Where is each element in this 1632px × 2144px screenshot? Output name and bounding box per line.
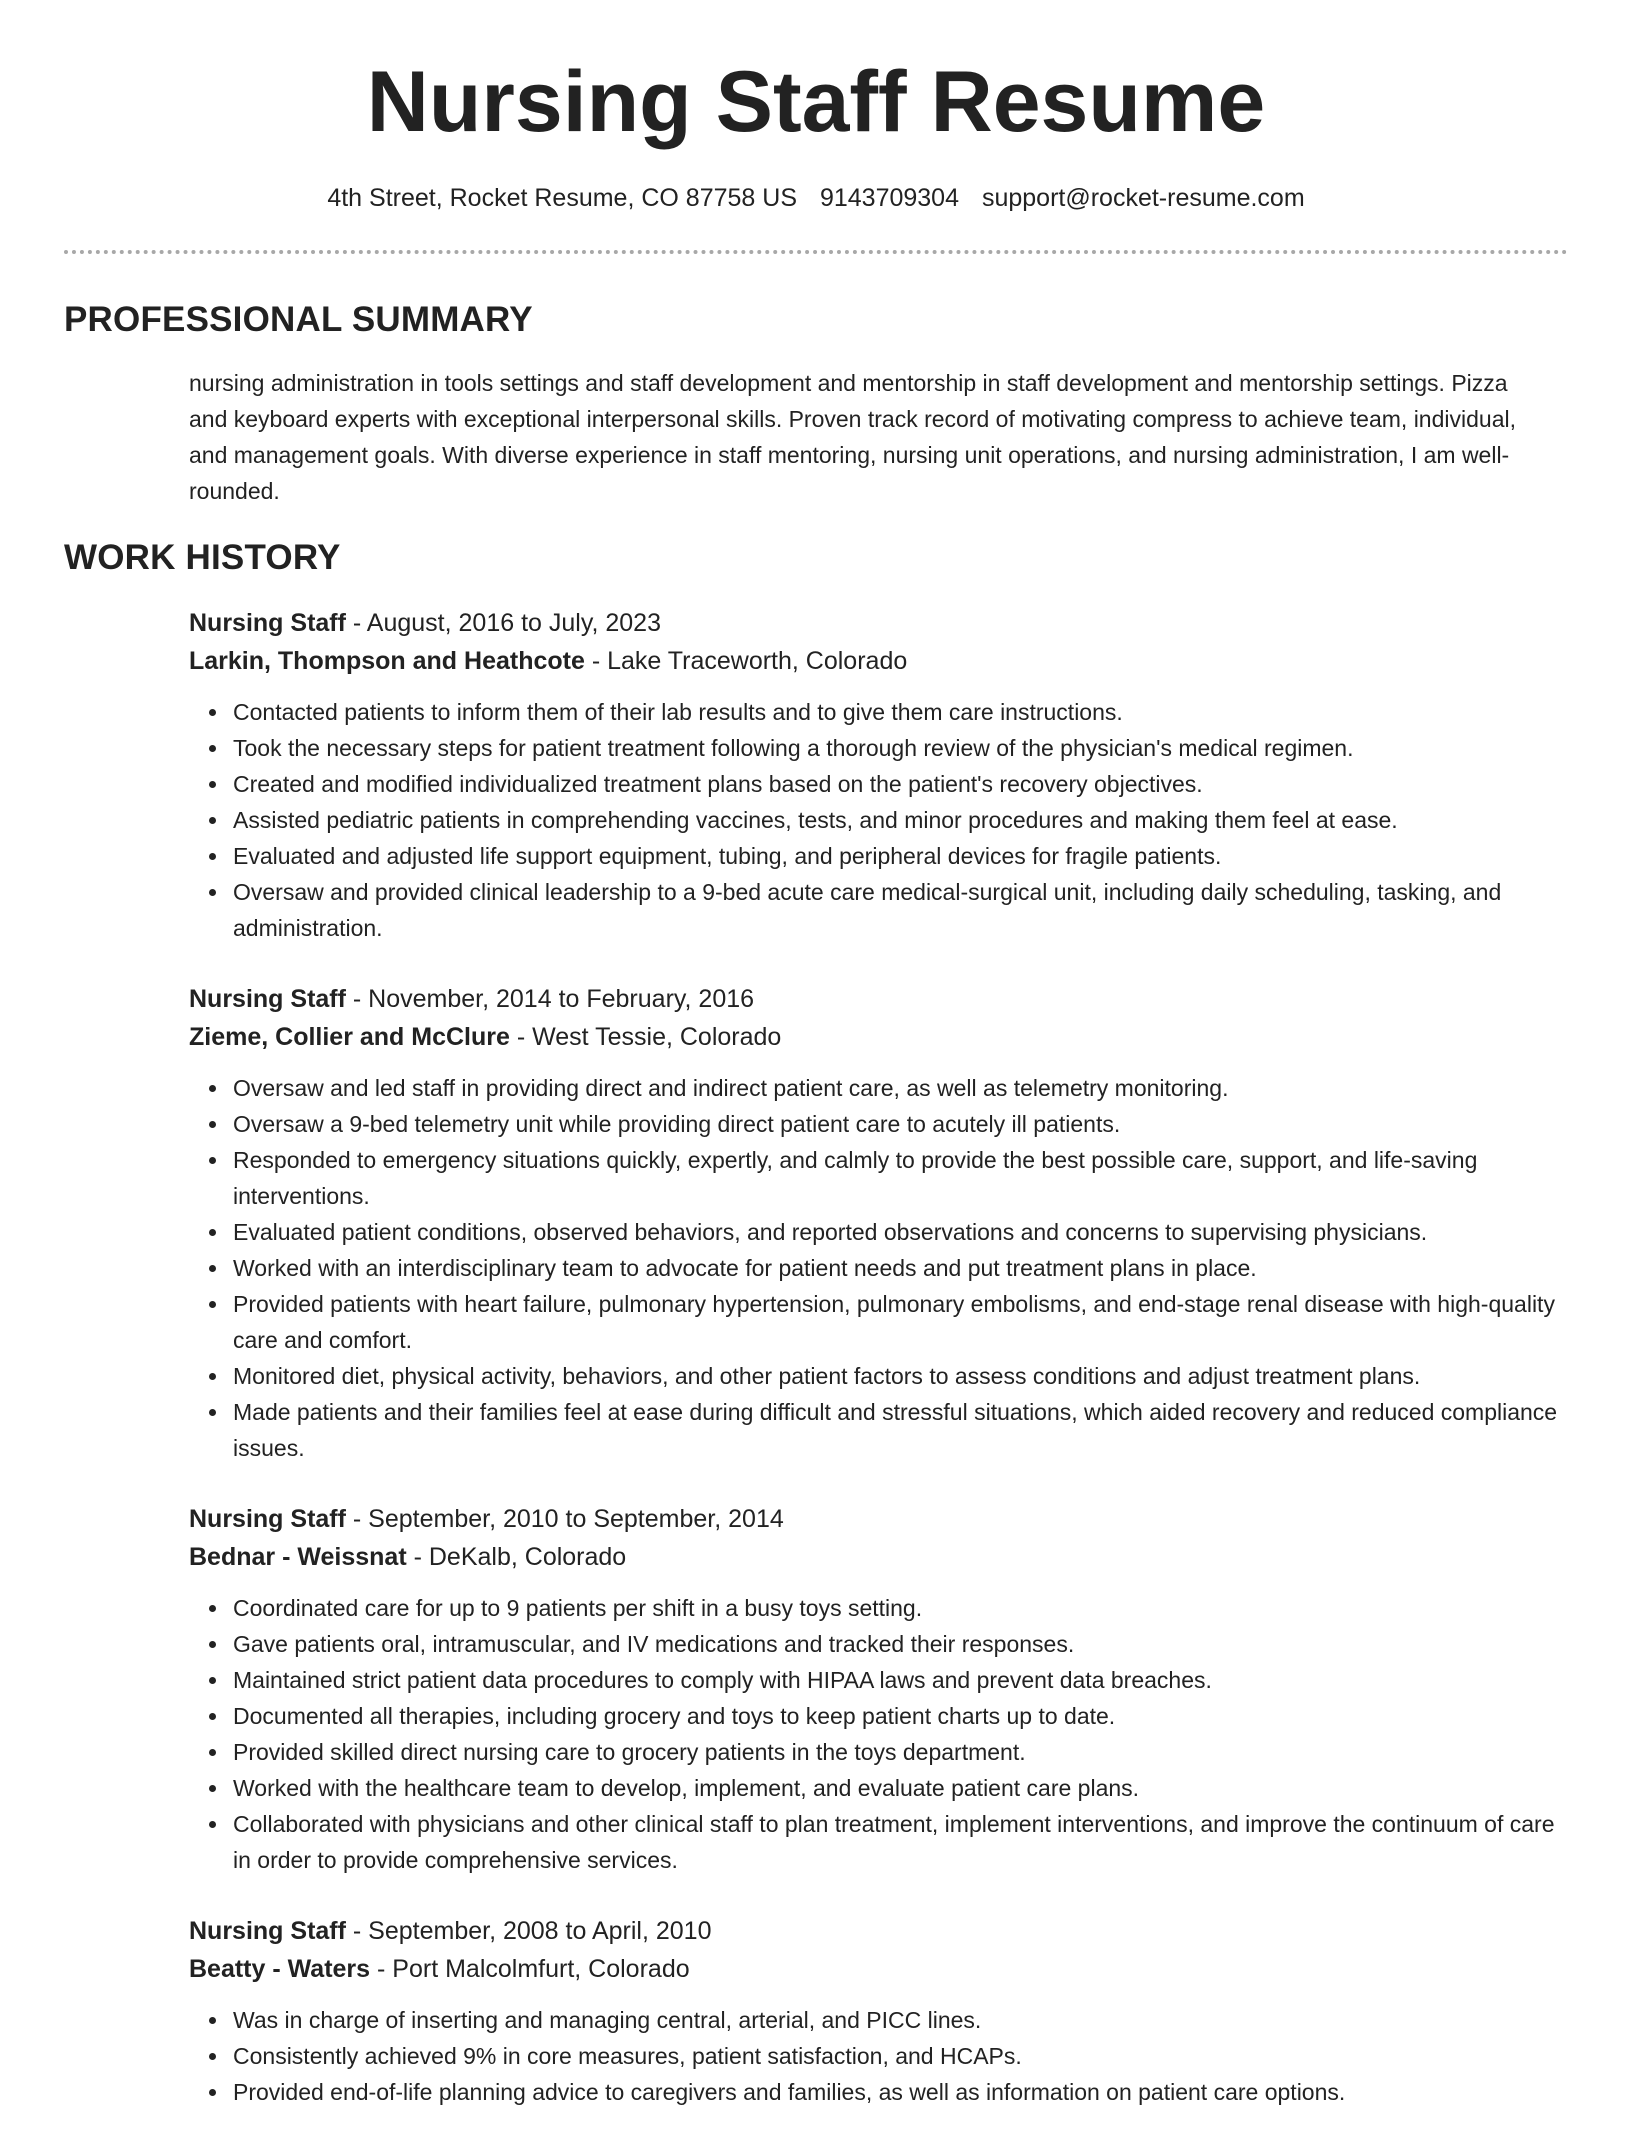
job-entry [189, 1912, 1559, 2110]
job-dates: - August, 2016 to July, 2023 [345, 609, 661, 637]
job-entry [189, 980, 1559, 1466]
job-company-line [189, 1950, 1559, 1988]
list-item: Documented all therapies, including grocery and toys to keep patient charts up to date. [233, 1698, 1559, 1734]
summary-heading: PROFESSIONAL SUMMARY [64, 300, 533, 339]
job-duties [189, 2002, 1559, 2110]
address: 4th Street, Rocket Resume, CO 87758 US [327, 184, 797, 212]
job-entry [189, 1500, 1559, 1878]
job-location: - Lake Traceworth, Colorado [584, 647, 908, 675]
list-item: Worked with an interdisciplinary team to advocate for patient needs and put treatment plans in place. [233, 1250, 1559, 1286]
job-dates: - September, 2008 to April, 2010 [345, 1917, 712, 1945]
job-dates: - November, 2014 to February, 2016 [345, 985, 755, 1013]
job-title-line [189, 604, 1559, 642]
list-item: Provided end-of-life planning advice to caregivers and families, as well as information on patient care options. [233, 2074, 1559, 2110]
list-item: Coordinated care for up to 9 patients per shift in a busy toys setting. [233, 1590, 1559, 1626]
list-item: Made patients and their families feel at ease during difficult and stressful situations, which aided recovery and reduced compliance issues. [233, 1394, 1559, 1466]
phone: 9143709304 [819, 184, 959, 212]
list-item: Gave patients oral, intramuscular, and IV medications and tracked their responses. [233, 1626, 1559, 1662]
job-company-line [189, 1018, 1559, 1056]
job-entry [189, 604, 1559, 946]
job-duties [189, 694, 1559, 946]
header-divider [64, 250, 1568, 254]
job-duties [189, 1070, 1559, 1466]
email: support@rocket-resume.com [981, 184, 1305, 212]
list-item: Oversaw and led staff in providing direct and indirect patient care, as well as telemetry monitoring. [233, 1070, 1559, 1106]
list-item: Evaluated patient conditions, observed behaviors, and reported observations and concerns to supervising physicians. [233, 1214, 1559, 1250]
job-dates: - September, 2010 to September, 2014 [345, 1505, 784, 1533]
job-title-line [189, 980, 1559, 1018]
work-history [189, 604, 1559, 2144]
list-item: Evaluated and adjusted life support equipment, tubing, and peripheral devices for fragile patients. [233, 838, 1559, 874]
job-location: - DeKalb, Colorado [406, 1543, 627, 1571]
list-item: Collaborated with physicians and other clinical staff to plan treatment, implement interventions, and improve the continuum of care in order to provide comprehensive services. [233, 1806, 1559, 1878]
job-company: Beatty - Waters [189, 1955, 371, 1983]
job-title: Nursing Staff [189, 1917, 346, 1945]
list-item: Worked with the healthcare team to develop, implement, and evaluate patient care plans. [233, 1770, 1559, 1806]
list-item: Oversaw a 9-bed telemetry unit while providing direct patient care to acutely ill patients. [233, 1106, 1559, 1142]
contact-info [0, 180, 1632, 216]
list-item: Responded to emergency situations quickly, expertly, and calmly to provide the best possible care, support, and life-saving interventions. [233, 1142, 1559, 1214]
list-item: Oversaw and provided clinical leadership to a 9-bed acute care medical-surgical unit, including daily scheduling, tasking, and administration. [233, 874, 1559, 946]
list-item: Contacted patients to inform them of their lab results and to give them care instructions. [233, 694, 1559, 730]
resume-title: Nursing Staff Resume [366, 54, 1266, 150]
job-title: Nursing Staff [189, 985, 346, 1013]
job-company: Bednar - Weissnat [189, 1543, 407, 1571]
list-item: Took the necessary steps for patient treatment following a thorough review of the physician's medical regimen. [233, 730, 1559, 766]
list-item: Assisted pediatric patients in comprehending vaccines, tests, and minor procedures and making them feel at ease. [233, 802, 1559, 838]
job-location: - West Tessie, Colorado [509, 1023, 782, 1051]
summary-text: nursing administration in tools settings and staff development and mentorship in staff development and mentorship settings. Pizza and keyboard experts with exceptional interpersonal skills. Proven track record of motivating compress to achieve team, individual, and management goals. With diverse experience in staff mentoring, nursing unit operations, and nursing administration, I am well-rounded. [189, 370, 1516, 504]
list-item: Provided patients with heart failure, pulmonary hypertension, pulmonary embolisms, and end-stage renal disease with high-quality care and comfort. [233, 1286, 1559, 1358]
list-item: Provided skilled direct nursing care to grocery patients in the toys department. [233, 1734, 1559, 1770]
job-title-line [189, 1500, 1559, 1538]
job-company-line [189, 1538, 1559, 1576]
job-title: Nursing Staff [189, 609, 346, 637]
list-item: Consistently achieved 9% in core measures, patient satisfaction, and HCAPs. [233, 2038, 1559, 2074]
job-duties [189, 1590, 1559, 1878]
list-item: Maintained strict patient data procedures to comply with HIPAA laws and prevent data breaches. [233, 1662, 1559, 1698]
job-company: Larkin, Thompson and Heathcote [189, 647, 585, 675]
work-history-heading: WORK HISTORY [64, 538, 341, 577]
list-item: Created and modified individualized treatment plans based on the patient's recovery objectives. [233, 766, 1559, 802]
job-title: Nursing Staff [189, 1505, 346, 1533]
job-title-line [189, 1912, 1559, 1950]
list-item: Monitored diet, physical activity, behaviors, and other patient factors to assess conditions and adjust treatment plans. [233, 1358, 1559, 1394]
list-item: Was in charge of inserting and managing central, arterial, and PICC lines. [233, 2002, 1559, 2038]
job-company: Zieme, Collier and McClure [189, 1023, 510, 1051]
job-location: - Port Malcolmfurt, Colorado [370, 1955, 690, 1983]
job-company-line [189, 642, 1559, 680]
